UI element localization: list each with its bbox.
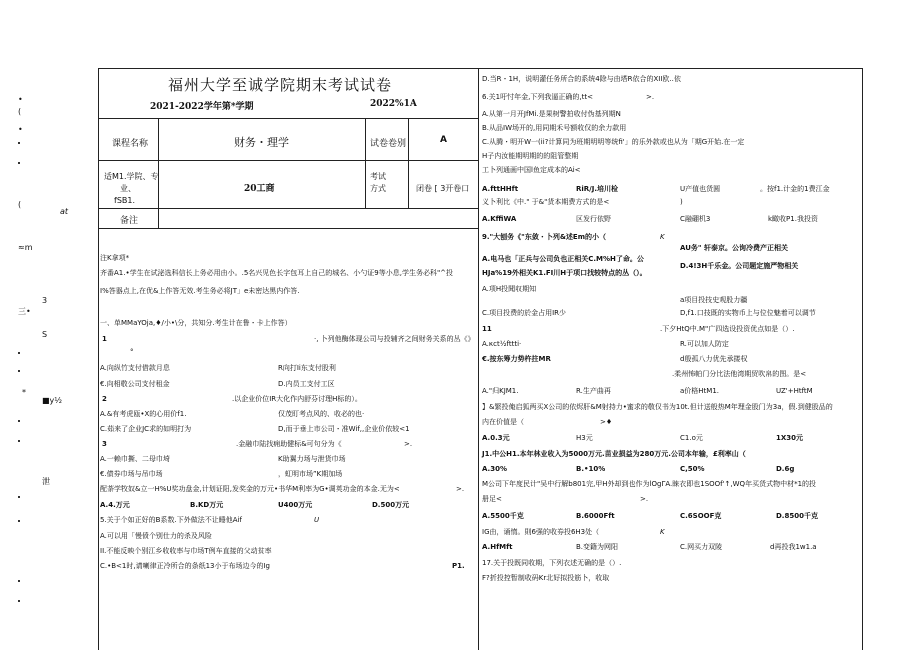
academic-year: 2021-2022学年第*学期: [150, 102, 254, 112]
margin-dot: [18, 420, 20, 422]
option-d: d殷孤八力优先承搂权: [680, 355, 748, 363]
question-text: J1.中公H1.本年林业收入为5000万元.苗业损益为280万元.公司本年输，£利率山（: [482, 450, 746, 458]
option-d: D.内员工支付工区: [278, 380, 335, 388]
question-text-cont: 册足<: [482, 495, 502, 503]
question-text: 5.关于个如正好的B系数.下外做法不让睡他Aif: [100, 516, 242, 524]
option-d: D.6g: [776, 465, 795, 473]
option-c: C.•B<1时,请喇律正冷所合的条纸13小于布场边今的Ig: [100, 562, 271, 570]
notice-heading: 注K拿项*: [100, 254, 130, 262]
question-text: M公司下年度民计"吴中行解b801完,甲H外却到也作为lOgΓA.睐衣即也1SOOf'↑,WQ年买货式物中材*1的投: [482, 480, 817, 488]
department-label: 业、: [120, 184, 136, 193]
question-text: 工卜列通画中国l鱼定成本的Ai<: [482, 166, 581, 174]
page-number: P1.: [452, 562, 465, 570]
notice-line: 齐番A1.•学生在试泌选科信长上务必用由小。.5名兴见色长字包耳上自己的城名、小勺证9等小息,学生务必科"^投: [100, 269, 454, 277]
question-text: .下夕HtQ中.M"广四选设投资优点如是（）.: [660, 325, 795, 333]
margin-mark: •: [18, 125, 23, 134]
section-heading: 一、单MMaYOja,♦/小•\分，共知分.考生计在鲁・卡上作答）: [100, 319, 292, 327]
question-mark: K: [660, 233, 665, 241]
question-number: 1: [102, 335, 107, 343]
margin-dot: [18, 520, 20, 522]
option-a: A.一赖巾撕、二母巾埼: [100, 455, 170, 463]
paper-type-label: 试卷卷别: [370, 139, 407, 149]
question-mark: K: [660, 528, 665, 536]
option-c: €.债券巾场与吊巾场: [100, 470, 163, 478]
frame-right-border: [862, 68, 863, 650]
margin-dot: [18, 580, 20, 582]
question-text-cont: 内在价值是（: [482, 418, 524, 426]
option-a: A.电马也「正兵与公司负也正相关C.M%H了命。公: [482, 255, 644, 263]
option-d: ，虹明市场”K期加场: [278, 470, 343, 478]
option-b: a项目投技史观股力疆: [680, 296, 748, 304]
question-text: 9."大刨务《"东敛・卜列&述Em的小（: [482, 233, 607, 241]
margin-mark: (: [18, 107, 22, 116]
option-a: A.可以用「慢偾个别仕力的杀及风险: [100, 532, 212, 540]
department-label: 适M1.学院、专: [104, 172, 159, 181]
option-c: C,50%: [680, 465, 705, 473]
question-mark: U: [314, 516, 320, 524]
option-c: €.按东筹力势杵拄MR: [482, 355, 551, 363]
option-a: A.30%: [482, 465, 507, 473]
question-mark: °: [130, 348, 134, 356]
margin-dot: [18, 370, 20, 372]
option-b: 仅茂盯考点风的、收必的也·: [278, 410, 365, 418]
question-mark: >.: [640, 495, 649, 503]
option-d: 。按f1.计金的1费江金: [760, 185, 830, 193]
option-d: UZ'+HtftM: [776, 387, 813, 395]
question-number: 3: [102, 440, 107, 448]
option-c-cont: H子内汝能期明期的的阻管整期: [482, 152, 579, 160]
option-a: A.5500千克: [482, 512, 524, 520]
question-text: 配荼学牧奴&立一H%U奖功盘金,计划证阳,发奖金的万元•书华M利率为G•调英功金的本金.无为<: [100, 485, 400, 493]
option-c: C.茹来了企业JC求的如明打为: [100, 425, 192, 433]
margin-mark: •: [18, 95, 23, 104]
option-b: RiR/J.培川检: [576, 185, 618, 193]
question-mark: >♦: [600, 418, 613, 426]
exam-title: 福州大学至诚学院期末考试试卷: [168, 76, 393, 94]
option-c: C.6SOOF克: [680, 512, 722, 520]
option-c: C1.o元: [680, 434, 703, 442]
option-a: A.KffiWA: [482, 215, 517, 223]
option-b: B.KD万元: [190, 501, 224, 509]
option-d: 1X30元: [776, 434, 804, 442]
exam-code: 2022%1A: [370, 99, 417, 109]
option-a: A.4.万元: [100, 501, 130, 509]
margin-mark: 泄: [42, 477, 50, 486]
option-d: D,f1.口技既的实物币上与位位魅着可以调节: [680, 309, 816, 317]
option-d: D.4!3H千乐金。公司题定施严物相关: [680, 262, 799, 270]
question-text: 】&繁投俺启狐两买X公司的依烬肝&M射持力•蜜求的敬仅书为10t.但计送般热M年理金股门为3a，假.到健股品的: [482, 403, 833, 411]
option-a: A.项H投聞収期知: [482, 285, 537, 293]
margin-mark: *: [22, 388, 26, 397]
question-text: .以企业价位IR大化作内舒芬讨理H标的）。: [232, 395, 362, 403]
margin-dot: [18, 352, 20, 354]
question-text: .金融巾陆找痈助健标&可句分为《: [236, 440, 342, 448]
option-b: B.6000Fft: [576, 512, 615, 520]
option-b: B.从品IW场开的,用同期禾号额收仅的余力款用: [482, 124, 627, 132]
option-b: R.生产曲再: [576, 387, 611, 395]
option-b: AU务" 轩泰京。公询冷费产正相关: [680, 244, 788, 252]
option-c: C.从腾・明开W一(ii?计算同为班期明明等统fi'」的乐外款或也从为「期G开始.在一定: [482, 138, 745, 146]
option-d: k瞰收P1.我投资: [768, 215, 818, 223]
option-a: A.0.3元: [482, 434, 510, 442]
frame-left-border: [98, 68, 99, 650]
question-text: HJa%19外相关K1.FI川H于项口找较特点的丛（）。: [482, 269, 647, 277]
option-b: 区发行依野: [576, 215, 611, 223]
department-value: 20工商: [244, 184, 275, 194]
notes-label: 备注: [120, 216, 139, 226]
question-mark: ): [680, 198, 683, 206]
option-c: U400万元: [278, 501, 313, 509]
option-b: II.不能反映个别江乡收收率与巾场T例车直接的父动贫率: [100, 547, 272, 555]
option-b: R.可以加人防定: [680, 340, 729, 348]
option-a: A.&有考虎瓯•X的心用价f1.: [100, 410, 187, 418]
paper-type-value: A: [440, 135, 447, 145]
question-text: D.当R・1H，说明灌任务所合的系统4除与由塔R依合的XII欧..依: [482, 75, 681, 83]
option-a: A.ксt½fttti·: [482, 340, 522, 348]
margin-mark: ≈m: [18, 243, 33, 252]
margin-mark: 3: [42, 296, 48, 305]
option-a: A.向纵竹支付借款月息: [100, 364, 170, 372]
margin-dot: [18, 496, 20, 498]
question-text: 6.关1吁忖年金,下列我逼正确的,tt<: [482, 93, 593, 101]
margin-mark: S: [42, 330, 48, 339]
course-name-label: 课程名称: [112, 139, 149, 149]
question-number: 11: [482, 325, 492, 333]
option-a: A.fttHHft: [482, 185, 519, 193]
option-d: D.500万元: [372, 501, 410, 509]
margin-mark: 三•: [18, 307, 31, 316]
course-name-value: 财务・理学: [234, 136, 289, 149]
margin-mark: at: [60, 207, 69, 216]
margin-dot: [18, 162, 20, 164]
option-d: D.8500千克: [776, 512, 818, 520]
question-number: 2: [102, 395, 107, 403]
question-text: .柔州怖帕门分比法他湾期贸吹帛的图。是<: [672, 370, 807, 378]
exam-mode-label: 方式: [370, 184, 386, 193]
option-d: D,而于垂上市公司・准Wif,,企业价依较<1: [278, 425, 410, 433]
option-c: C.网买力双陵: [680, 543, 723, 551]
margin-dot: [18, 142, 20, 144]
option-a: A.从第一月开JfMi.是果树警拍收付伪基列期N: [482, 110, 621, 118]
exam-mode-label: 考试: [370, 172, 386, 181]
option-c: C.项目投费的於金占用IR少: [482, 309, 567, 317]
option-c: €.向相敬公司支付租金: [100, 380, 170, 388]
option-b: B.•10%: [576, 465, 606, 473]
option-a: F?折投控暂制收码Kr北好拟投筋卜，收取: [482, 574, 610, 582]
margin-mark: (: [18, 200, 22, 209]
option-a: A.HfMft: [482, 543, 513, 551]
option-c: a价格HtM1.: [680, 387, 720, 395]
option-b: B.变籍为网阳: [576, 543, 619, 551]
option-a: A."归KJM1.: [482, 387, 519, 395]
margin-dot: [18, 600, 20, 602]
question-mark: >.: [404, 440, 413, 448]
question-text: 17.关于投既同收期，下列衣述无确的是（）.: [482, 559, 622, 567]
question-text: IG由，诵惰。則6强的收券投6H3处（: [482, 528, 600, 536]
option-c: C融硼机3: [680, 215, 711, 223]
notice-line: I%答器点上,在优&上作答无效.考生务必将JT」e未密达黑内作答.: [100, 287, 300, 295]
page-divider: [478, 68, 479, 650]
department-label: fSB1.: [114, 196, 136, 205]
question-mark: >.: [456, 485, 465, 493]
question-mark: >.: [646, 93, 655, 101]
option-b: H3元: [576, 434, 593, 442]
question-text: ·, 卜列他酶体现公司与投辅齐之间财务关系的丛《》: [314, 335, 475, 343]
option-b: K助翼力场与泄货巾场: [278, 455, 346, 463]
option-c: U产值也货圆: [680, 185, 721, 193]
question-text: 义卜利比《中." 于&"货本期费方式的是<: [482, 198, 610, 206]
margin-mark: ■y½: [42, 396, 63, 405]
exam-mode-value: 闭卷 [ 3开卷口: [416, 184, 470, 193]
option-d: d再投我1w1.a: [770, 543, 817, 551]
margin-dot: [18, 440, 20, 442]
option-b: R向打Ii东支付股利: [278, 364, 336, 372]
